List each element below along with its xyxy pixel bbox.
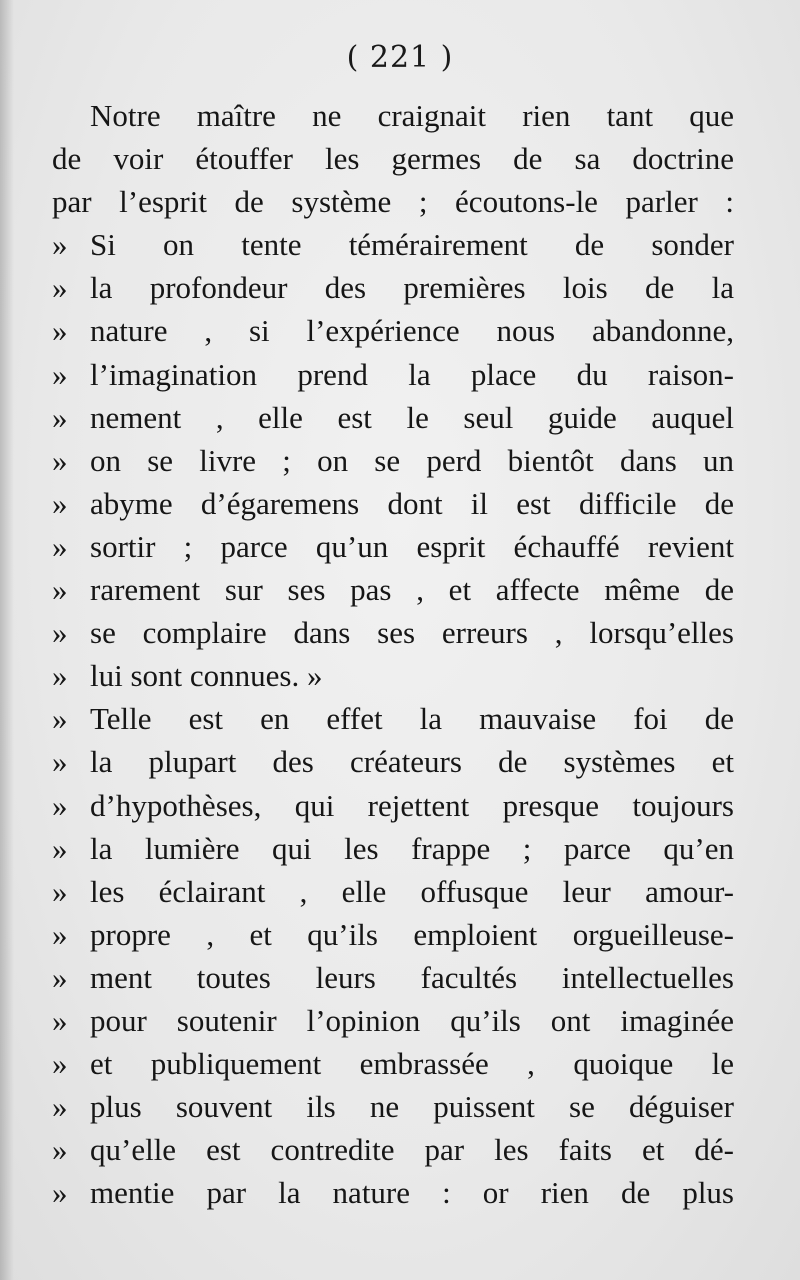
line-text: Si on tente témérairement de sonder (90, 227, 734, 263)
text-line: par l’esprit de système ; écoutons-le parler : (52, 184, 734, 220)
guillemet-mark: » (52, 313, 68, 349)
guillemet-mark: » (52, 744, 68, 780)
text-line (52, 999, 734, 1042)
guillemet-mark: » (52, 916, 68, 952)
line-text: nement , elle est le seul guide auquel (90, 399, 734, 435)
text-line (52, 309, 734, 352)
guillemet-mark: » (52, 1002, 68, 1038)
guillemet-mark: » (52, 701, 68, 737)
line-text: rarement sur ses pas , et affecte même de (90, 572, 734, 608)
text-line (52, 956, 734, 999)
line-text: nature , si l’expérience nous abandonne, (90, 313, 734, 349)
guillemet-mark: » (52, 658, 68, 694)
guillemet-mark: » (52, 442, 68, 478)
line-text: ment toutes leurs facultés intellectuelles (90, 959, 734, 995)
line-text: on se livre ; on se perd bientôt dans un (90, 442, 734, 478)
text-line (52, 1171, 734, 1214)
page-edge-shadow (0, 0, 14, 1280)
line-text: l’imagination prend la place du raison- (90, 356, 734, 392)
line-text: plus souvent ils ne puissent se déguiser (90, 1089, 734, 1125)
text-line (52, 740, 734, 783)
guillemet-mark: » (52, 830, 68, 866)
guillemet-mark: » (52, 356, 68, 392)
text-line (52, 1085, 734, 1128)
text-line (52, 439, 734, 482)
text-line (52, 784, 734, 827)
page-number: ( 221 ) (346, 40, 454, 75)
text-line (52, 1128, 734, 1171)
line-text: la lumière qui les frappe ; parce qu’en (90, 830, 734, 866)
guillemet-mark: » (52, 270, 68, 306)
text-line (52, 396, 734, 439)
line-text: qu’elle est contredite par les faits et dé- (90, 1132, 734, 1168)
text-line (52, 827, 734, 870)
line-text: pour soutenir l’opinion qu’ils ont imaginée (90, 1002, 734, 1038)
line-text: la plupart des créateurs de systèmes et (90, 744, 734, 780)
line-text: abyme d’égaremens dont il est difficile de (90, 485, 734, 521)
line-text: sortir ; parce qu’un esprit échauffé revient (90, 528, 734, 564)
guillemet-mark: » (52, 873, 68, 909)
line-text: lui sont connues. » (90, 658, 323, 694)
paragraph (52, 223, 734, 697)
text-line (52, 568, 734, 611)
text-line (52, 913, 734, 956)
text-line (52, 525, 734, 568)
text-line (52, 1042, 734, 1085)
guillemet-mark: » (52, 1046, 68, 1082)
guillemet-mark: » (52, 528, 68, 564)
text-line (52, 870, 734, 913)
guillemet-mark: » (52, 615, 68, 651)
guillemet-mark: » (52, 1089, 68, 1125)
line-text: propre , et qu’ils emploient orgueilleuse- (90, 916, 734, 952)
line-text: d’hypothèses, qui rejettent presque toujours (90, 787, 734, 823)
body-text (52, 94, 734, 1214)
line-text: et publiquement embrassée , quoique le (90, 1046, 734, 1082)
guillemet-mark: » (52, 572, 68, 608)
guillemet-mark: » (52, 959, 68, 995)
line-text: Telle est en effet la mauvaise foi de (90, 701, 734, 737)
guillemet-mark: » (52, 399, 68, 435)
text-line (52, 611, 734, 654)
guillemet-mark: » (52, 1175, 68, 1211)
paragraph (52, 94, 734, 223)
guillemet-mark: » (52, 227, 68, 263)
text-line (52, 266, 734, 309)
guillemet-mark: » (52, 1132, 68, 1168)
text-line (52, 482, 734, 525)
line-text: la profondeur des premières lois de la (90, 270, 734, 306)
text-line (52, 654, 734, 697)
text-line (52, 697, 734, 740)
line-text: mentie par la nature : or rien de plus (90, 1175, 734, 1211)
guillemet-mark: » (52, 787, 68, 823)
paragraph (52, 697, 734, 1214)
text-line: Notre maître ne craignait rien tant que (90, 98, 734, 133)
text-line (52, 353, 734, 396)
text-line: de voir étouffer les germes de sa doctrine (52, 141, 734, 177)
line-text: les éclairant , elle offusque leur amour- (90, 873, 734, 909)
text-line (52, 223, 734, 266)
line-text: se complaire dans ses erreurs , lorsqu’elles (90, 615, 734, 651)
guillemet-mark: » (52, 485, 68, 521)
